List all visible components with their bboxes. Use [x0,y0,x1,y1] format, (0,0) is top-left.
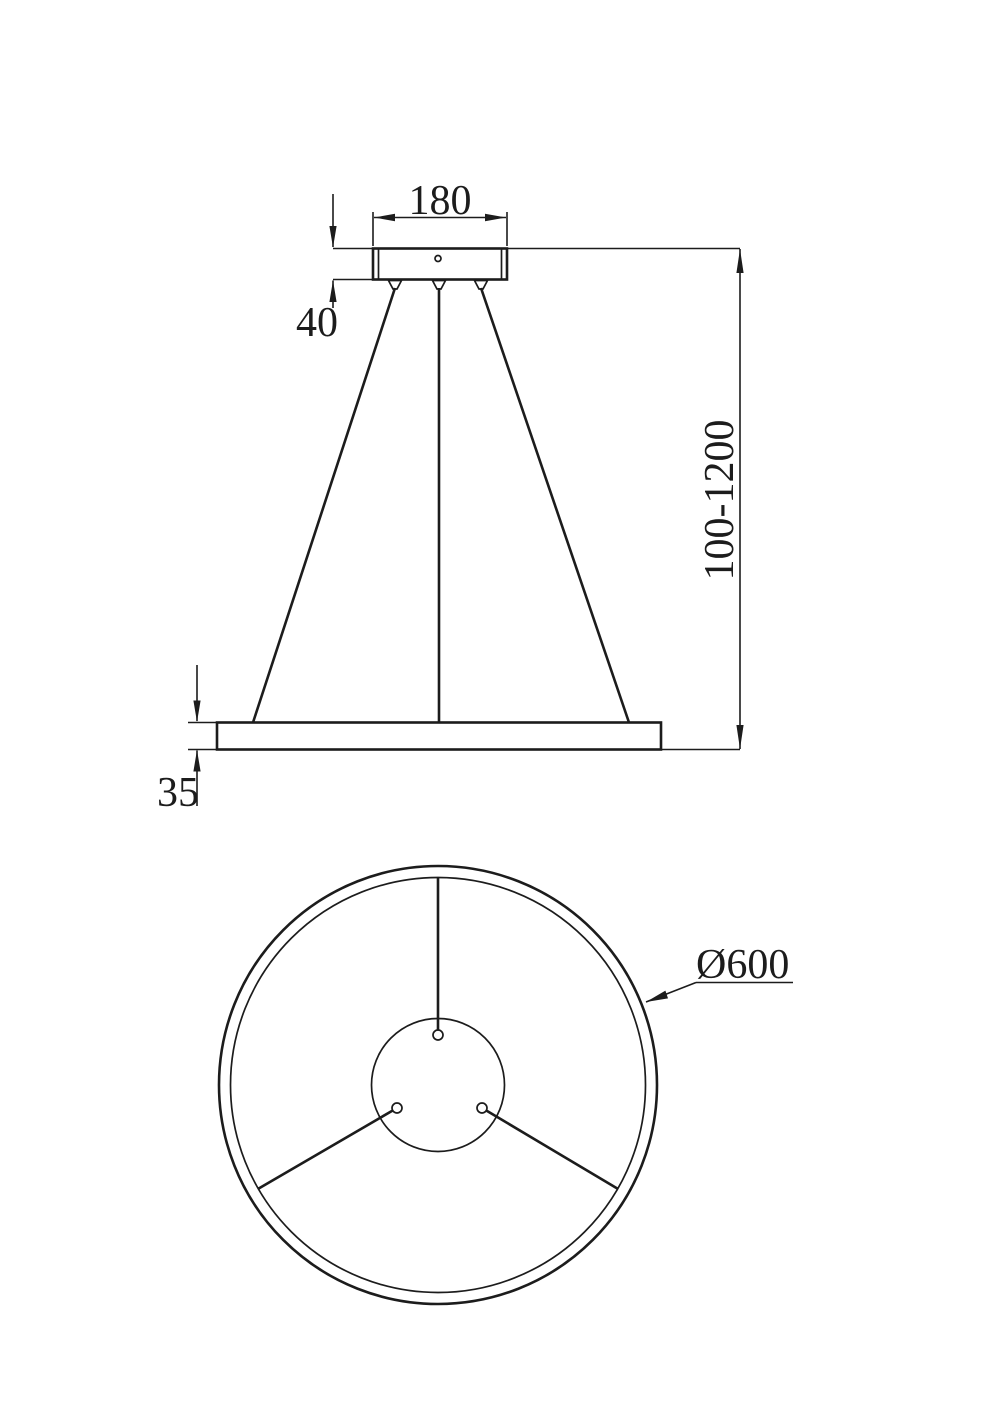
side-elevation-view [188,249,740,750]
dim-40-arrow-up [329,281,336,303]
dimension-ring-thickness [157,665,201,816]
spoke-wire-left [258,1111,392,1189]
wire-anchor-right [477,1103,487,1113]
dimension-suspension-length [697,249,744,749]
dim-35-arrow-down [193,701,200,723]
wire-gripper-left [389,281,402,290]
dim-1200-arrow-down [736,725,743,749]
dim-1200-label: 100-1200 [697,419,743,581]
dimension-canopy-width [373,178,507,246]
dim-diameter-label: Ø600 [696,942,790,988]
wire-gripper-right [475,281,488,290]
spoke-wire-right [486,1111,617,1189]
suspension-wire-left [253,288,395,723]
wire-anchor-top [433,1030,443,1040]
diameter-leader-arrow [646,991,668,1002]
dim-35-arrow-up [193,750,200,772]
dim-180-label: 180 [408,178,472,224]
dim-40-arrow-down [329,226,336,248]
dim-180-arrow-left [374,214,395,221]
ring-profile [217,723,661,750]
dim-1200-arrow-up [736,249,743,273]
dim-35-label: 35 [157,770,199,816]
wire-gripper-center [433,281,446,290]
dim-180-arrow-right [485,214,506,221]
dimension-canopy-height [296,194,338,346]
plan-view [219,866,793,1304]
suspension-wire-right [481,288,629,723]
wire-anchor-left [392,1103,402,1113]
dim-40-label: 40 [296,300,338,346]
canopy-center-hole [435,256,441,262]
canopy-body [373,249,507,280]
canopy-circle [372,1019,505,1152]
